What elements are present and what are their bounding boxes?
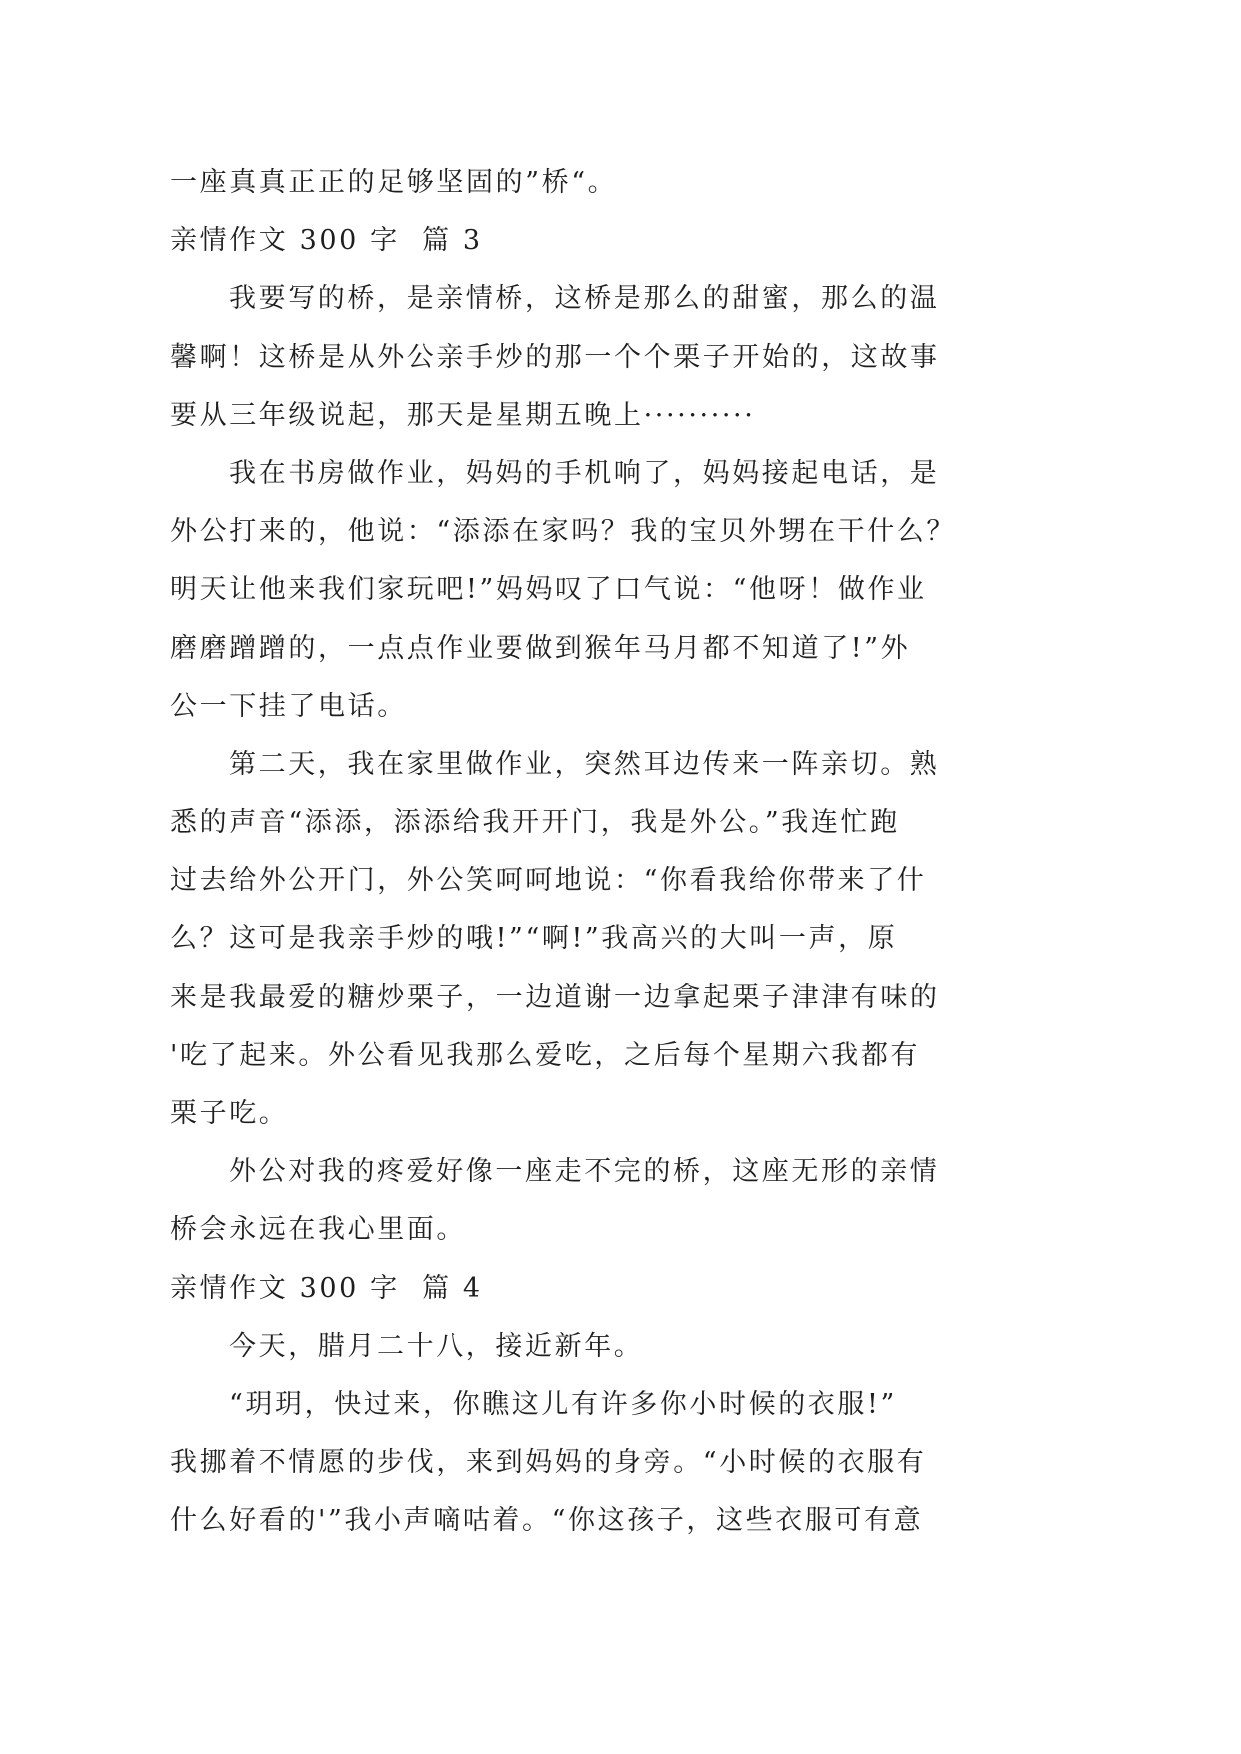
text-line: 明天让他来我们家玩吧!”妈妈叹了口气说：“他呀！做作业 xyxy=(170,574,927,606)
text-line: 一座真真正正的足够坚固的”桥“。 xyxy=(170,167,618,198)
paragraph xyxy=(170,1318,1170,1376)
text-line: 我在书房做作业，妈妈的手机响了，妈妈接起电话，是 xyxy=(229,457,940,489)
text-line: 磨磨蹭蹭的，一点点作业要做到猴年马月都不知道了!”外 xyxy=(170,632,911,664)
text-line: 第二天，我在家里做作业，突然耳边传来一阵亲切。熟 xyxy=(229,748,940,780)
text-line: 么？这可是我亲手炒的哦!”“啊!”我高兴的大叫一声，原 xyxy=(170,923,898,955)
paragraph-continuation xyxy=(170,154,1170,212)
text-line: 过去给外公开门，外公笑呵呵地说：“你看我给你带来了什 xyxy=(170,865,927,897)
section-heading: 亲情作文 300 字 篇 4 xyxy=(170,1272,483,1304)
document-body xyxy=(170,154,1170,1551)
text-line: 来是我最爱的糖炒栗子，一边道谢一边拿起栗子津津有味的 xyxy=(170,981,940,1013)
text-line: 我要写的桥，是亲情桥，这桥是那么的甜蜜，那么的温 xyxy=(229,283,940,315)
text-line: 公一下挂了电话。 xyxy=(170,690,407,722)
text-line: 要从三年级说起，那天是星期五晚上·········· xyxy=(170,399,756,431)
text-line: 栗子吃。 xyxy=(170,1098,289,1129)
text-line: '吃了起来。外公看见我那么爱吃，之后每个星期六我都有 xyxy=(170,1039,921,1071)
text-line: 桥会永远在我心里面。 xyxy=(170,1214,466,1246)
text-line: 今天，腊月二十八，接近新年。 xyxy=(229,1330,644,1362)
text-line: 馨啊！这桥是从外公亲手炒的那一个个栗子开始的，这故事 xyxy=(170,341,940,373)
text-line: 外公打来的，他说：“添添在家吗？我的宝贝外甥在干什么？ xyxy=(170,516,957,548)
text-line: 外公对我的疼爱好像一座走不完的桥，这座无形的亲情 xyxy=(229,1156,940,1188)
text-line: “玥玥，快过来，你瞧这儿有许多你小时候的衣服!” xyxy=(229,1388,897,1420)
text-line: 我挪着不情愿的步伐，来到妈妈的身旁。“小时候的衣服有 xyxy=(170,1447,927,1479)
paragraph xyxy=(170,1376,1170,1551)
text-line: 悉的声音“添添，添添给我开开门，我是外公。”我连忙跑 xyxy=(170,807,900,839)
paragraph xyxy=(170,1143,1170,1259)
text-line: 什么好看的'”我小声嘀咕着。“你这孩子，这些衣服可有意 xyxy=(170,1505,924,1537)
paragraph xyxy=(170,270,1170,445)
section-heading: 亲情作文 300 字 篇 3 xyxy=(170,225,483,257)
paragraph xyxy=(170,445,1170,736)
paragraph xyxy=(170,736,1170,1143)
